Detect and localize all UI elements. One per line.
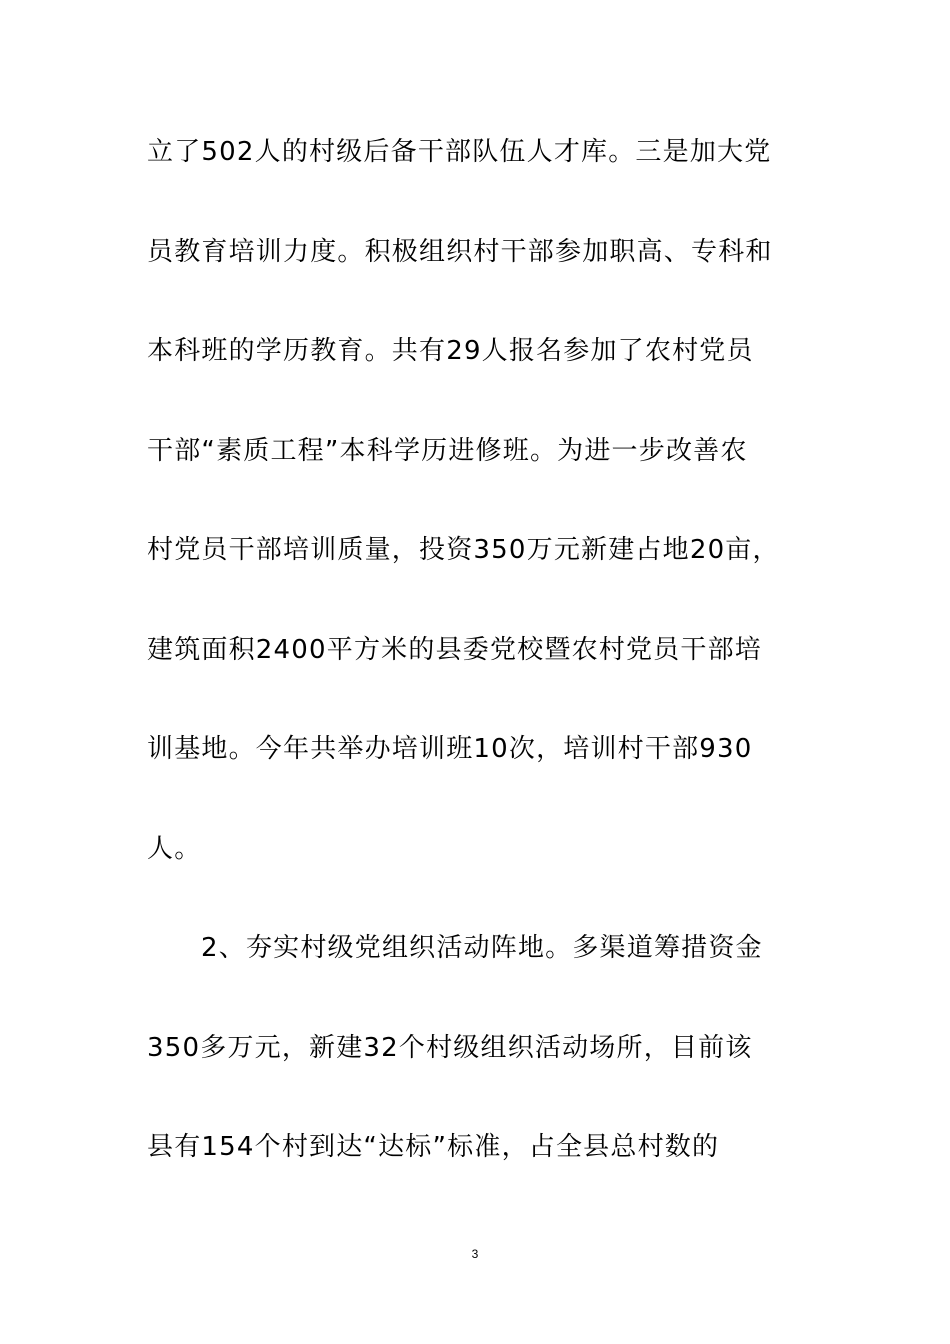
text-line: 干部“素质工程”本科学历进修班。为进一步改善农 [147, 435, 748, 466]
text-line: 人。 [147, 833, 202, 864]
text-line: 训基地。今年共举办培训班10次，培训村干部930 [147, 734, 753, 764]
text-line: 立了502人的村级后备干部队伍人才库。三是加大党 [147, 137, 772, 167]
text-line: 本科班的学历教育。共有29人报名参加了农村党员 [147, 336, 754, 366]
page-number: 3 [471, 1247, 479, 1261]
text-line: 350多万元，新建32个村级组织活动场所，目前该 [147, 1032, 753, 1063]
text-line: 建筑面积2400平方米的县委党校暨农村党员干部培 [147, 634, 762, 665]
text-line: 村党员干部培训质量，投资350万元新建占地20亩， [147, 535, 780, 565]
paragraph-start-line: 2、夯实村级党组织活动阵地。多渠道筹措资金 [201, 933, 763, 963]
text-line: 县有154个村到达“达标”标准，占全县总村数的 [147, 1132, 720, 1162]
text-line: 员教育培训力度。积极组织村干部参加职高、专科和 [147, 236, 773, 267]
body-text [147, 122, 812, 1217]
